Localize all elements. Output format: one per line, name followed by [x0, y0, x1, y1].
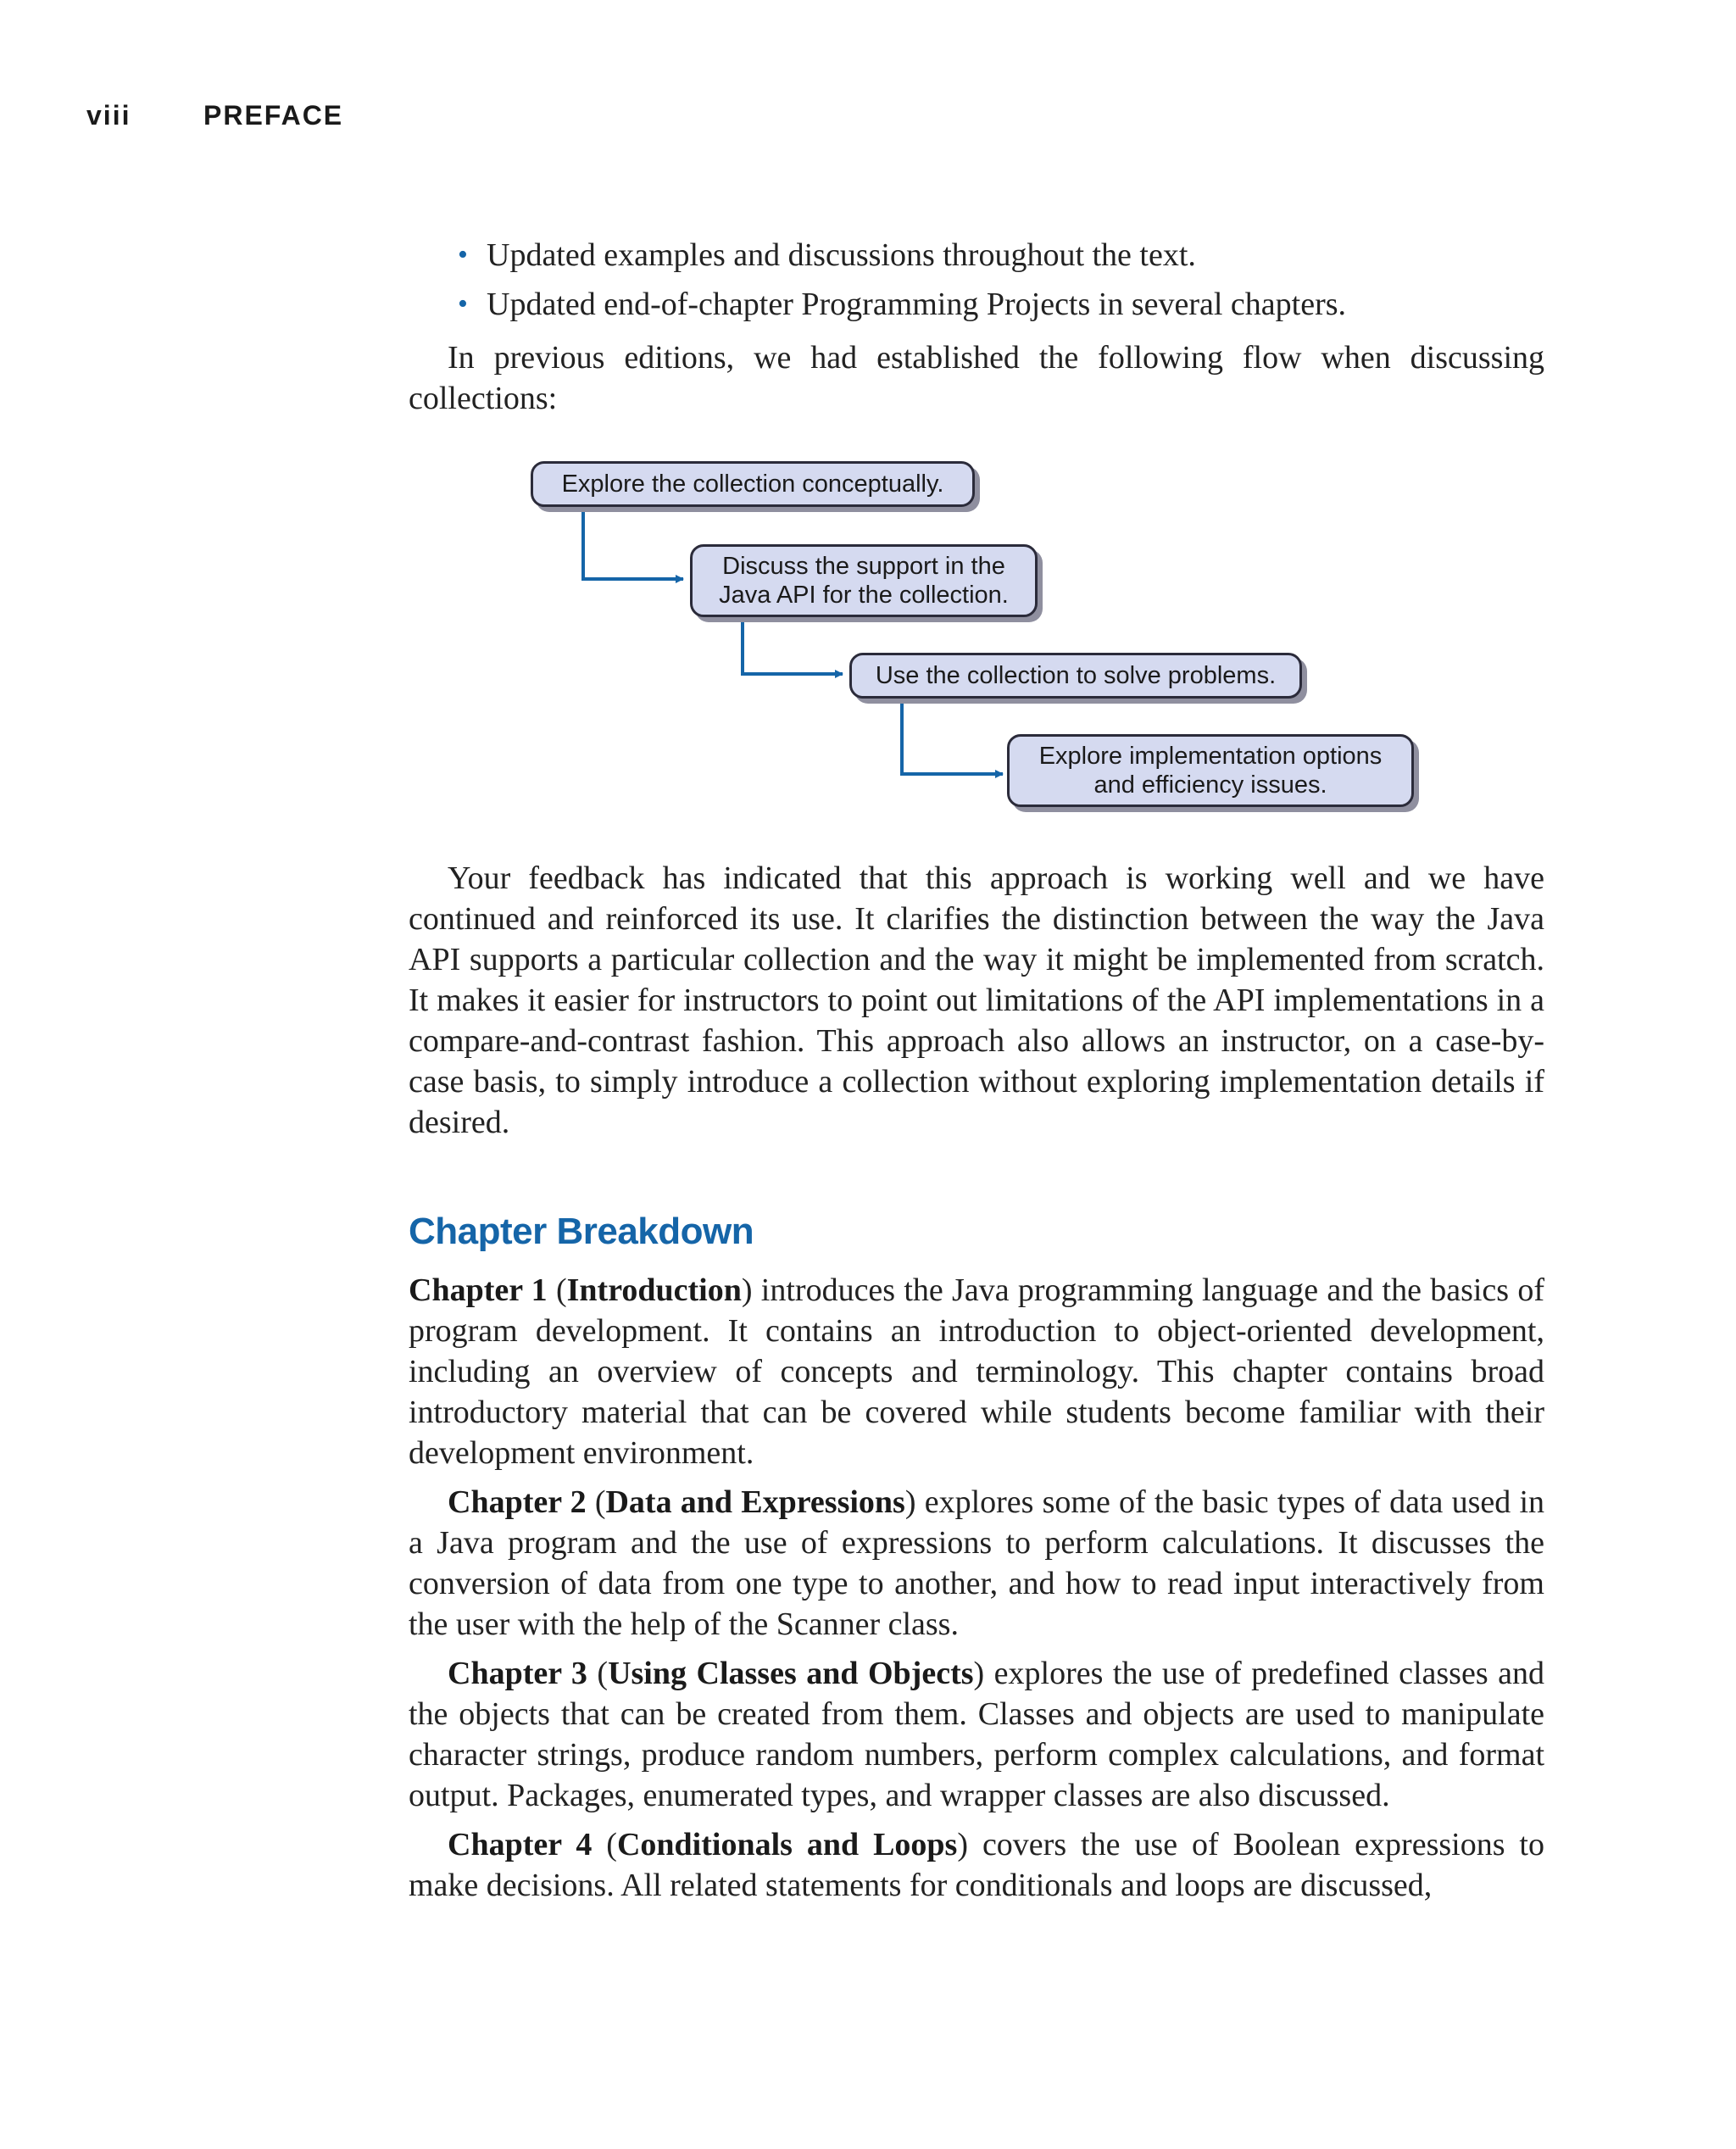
bullet-dot-icon: • [458, 239, 468, 270]
running-head-title: PREFACE [203, 100, 344, 131]
chapter-description: explores the use of predefined classes and the objects that can be created from them. Classes and objects are used to manipulate character strings, produce random numbers, perform complex calculations, and format output. Packages, enumerated types, and wrapper classes are also discussed. [409, 1656, 1544, 1813]
chapter-title: Using Classes and Objects [608, 1656, 974, 1691]
chapter-paragraph: Chapter 4 (Conditionals and Loops) covers the use of Boolean expressions to make decisions. All related statements for conditionals and loops are discussed, [409, 1827, 1544, 1903]
flow-step-line: Explore implementation options [1038, 743, 1383, 770]
bullet-text: Updated examples and discussions throughout the text. [487, 237, 1196, 273]
flow-arrow-2 [743, 615, 843, 674]
bullet-text: Updated end-of-chapter Programming Projects in several chapters. [487, 287, 1347, 322]
flow-step-explore [531, 461, 975, 507]
bullet-dot-icon: • [458, 288, 468, 320]
chapter-title: Conditionals and Loops [616, 1827, 958, 1862]
flow-step-implementation [1007, 734, 1414, 807]
flow-step-solve-problems [849, 653, 1302, 699]
flow-step-line: Discuss the support in the [722, 553, 1005, 580]
chapter-paragraph: Chapter 3 (Using Classes and Objects) explores the use of predefined classes and the objects that can be created from them. Classes and objects are used to manipulate character strings, produce random numbers, perform complex calculations, and format output. Packages, enumerated types, and wrapper classes are also discussed. [409, 1656, 1544, 1813]
flow-arrow-3 [902, 697, 1003, 774]
chapter-description: explores some of the basic types of data used in a Java program and the use of expressions to perform calculations. It discusses the conversion of data from one type to another, and how to read input interactively from the user with the help of the Scanner class. [409, 1484, 1544, 1642]
flow-arrow-1 [583, 506, 683, 579]
flow-step-line: Java API for the collection. [719, 582, 1009, 609]
feedback-paragraph: Your feedback has indicated that this approach is working well and we have continued and reinforced its use. It clarifies the distinction between the way the Java API supports a particular collection and the way it might be implemented from scratch. It makes it easier for instructors to point out limitations of the API implementations in a compare-and-contrast fashion. This approach also allows an instructor, on a case-by-case basis, to simply introduce a collection without exploring implementation details if desired. [409, 860, 1544, 1140]
chapter-label: Chapter 2 [448, 1484, 587, 1520]
chapter-label: Chapter 4 [448, 1827, 593, 1862]
flow-step-api-support [690, 544, 1038, 617]
bullet-list [409, 231, 1544, 329]
section-heading: Chapter Breakdown [409, 1211, 754, 1252]
intro-paragraph: In previous editions, we had established the following flow when discussing collections: [409, 340, 1544, 416]
flow-step-line: Explore the collection conceptually. [561, 470, 944, 498]
chapter-description: introduces the Java programming language and the basics of program development. It contains an introduction to object-oriented development, including an overview of concepts and terminology. This chapter contains broad introductory material that can be covered while students become familiar with their development environment. [409, 1272, 1544, 1471]
running-head [86, 100, 343, 131]
page-number: viii [86, 100, 131, 131]
flow-step-line: and efficiency issues. [1093, 771, 1327, 799]
chapter-description: covers the use of Boolean expressions to make decisions. All related statements for conditionals and loops are discussed, [409, 1827, 1544, 1903]
bullet-item [409, 231, 1544, 280]
chapter-title: Data and Expressions [605, 1484, 905, 1520]
bullet-item [409, 280, 1544, 329]
chapter-label: Chapter 1 [409, 1272, 548, 1308]
flow-step-line: Use the collection to solve problems. [875, 662, 1277, 689]
chapter-paragraph: Chapter 2 (Data and Expressions) explores some of the basic types of data used in a Java program and the use of expressions to perform calculations. It discusses the conversion of data from one type to another, and how to read input interactively from the user with the help of the Scanner class. [409, 1484, 1544, 1642]
chapter-label: Chapter 3 [448, 1656, 587, 1691]
chapter-paragraph: Chapter 1 (Introduction) introduces the Java programming language and the basics of program development. It contains an introduction to object-oriented development, including an overview of concepts and terminology. This chapter contains broad introductory material that can be covered while students become familiar with their development environment. [409, 1272, 1544, 1471]
chapter-title: Introduction [566, 1272, 742, 1308]
chapter-list [409, 1270, 1544, 1914]
